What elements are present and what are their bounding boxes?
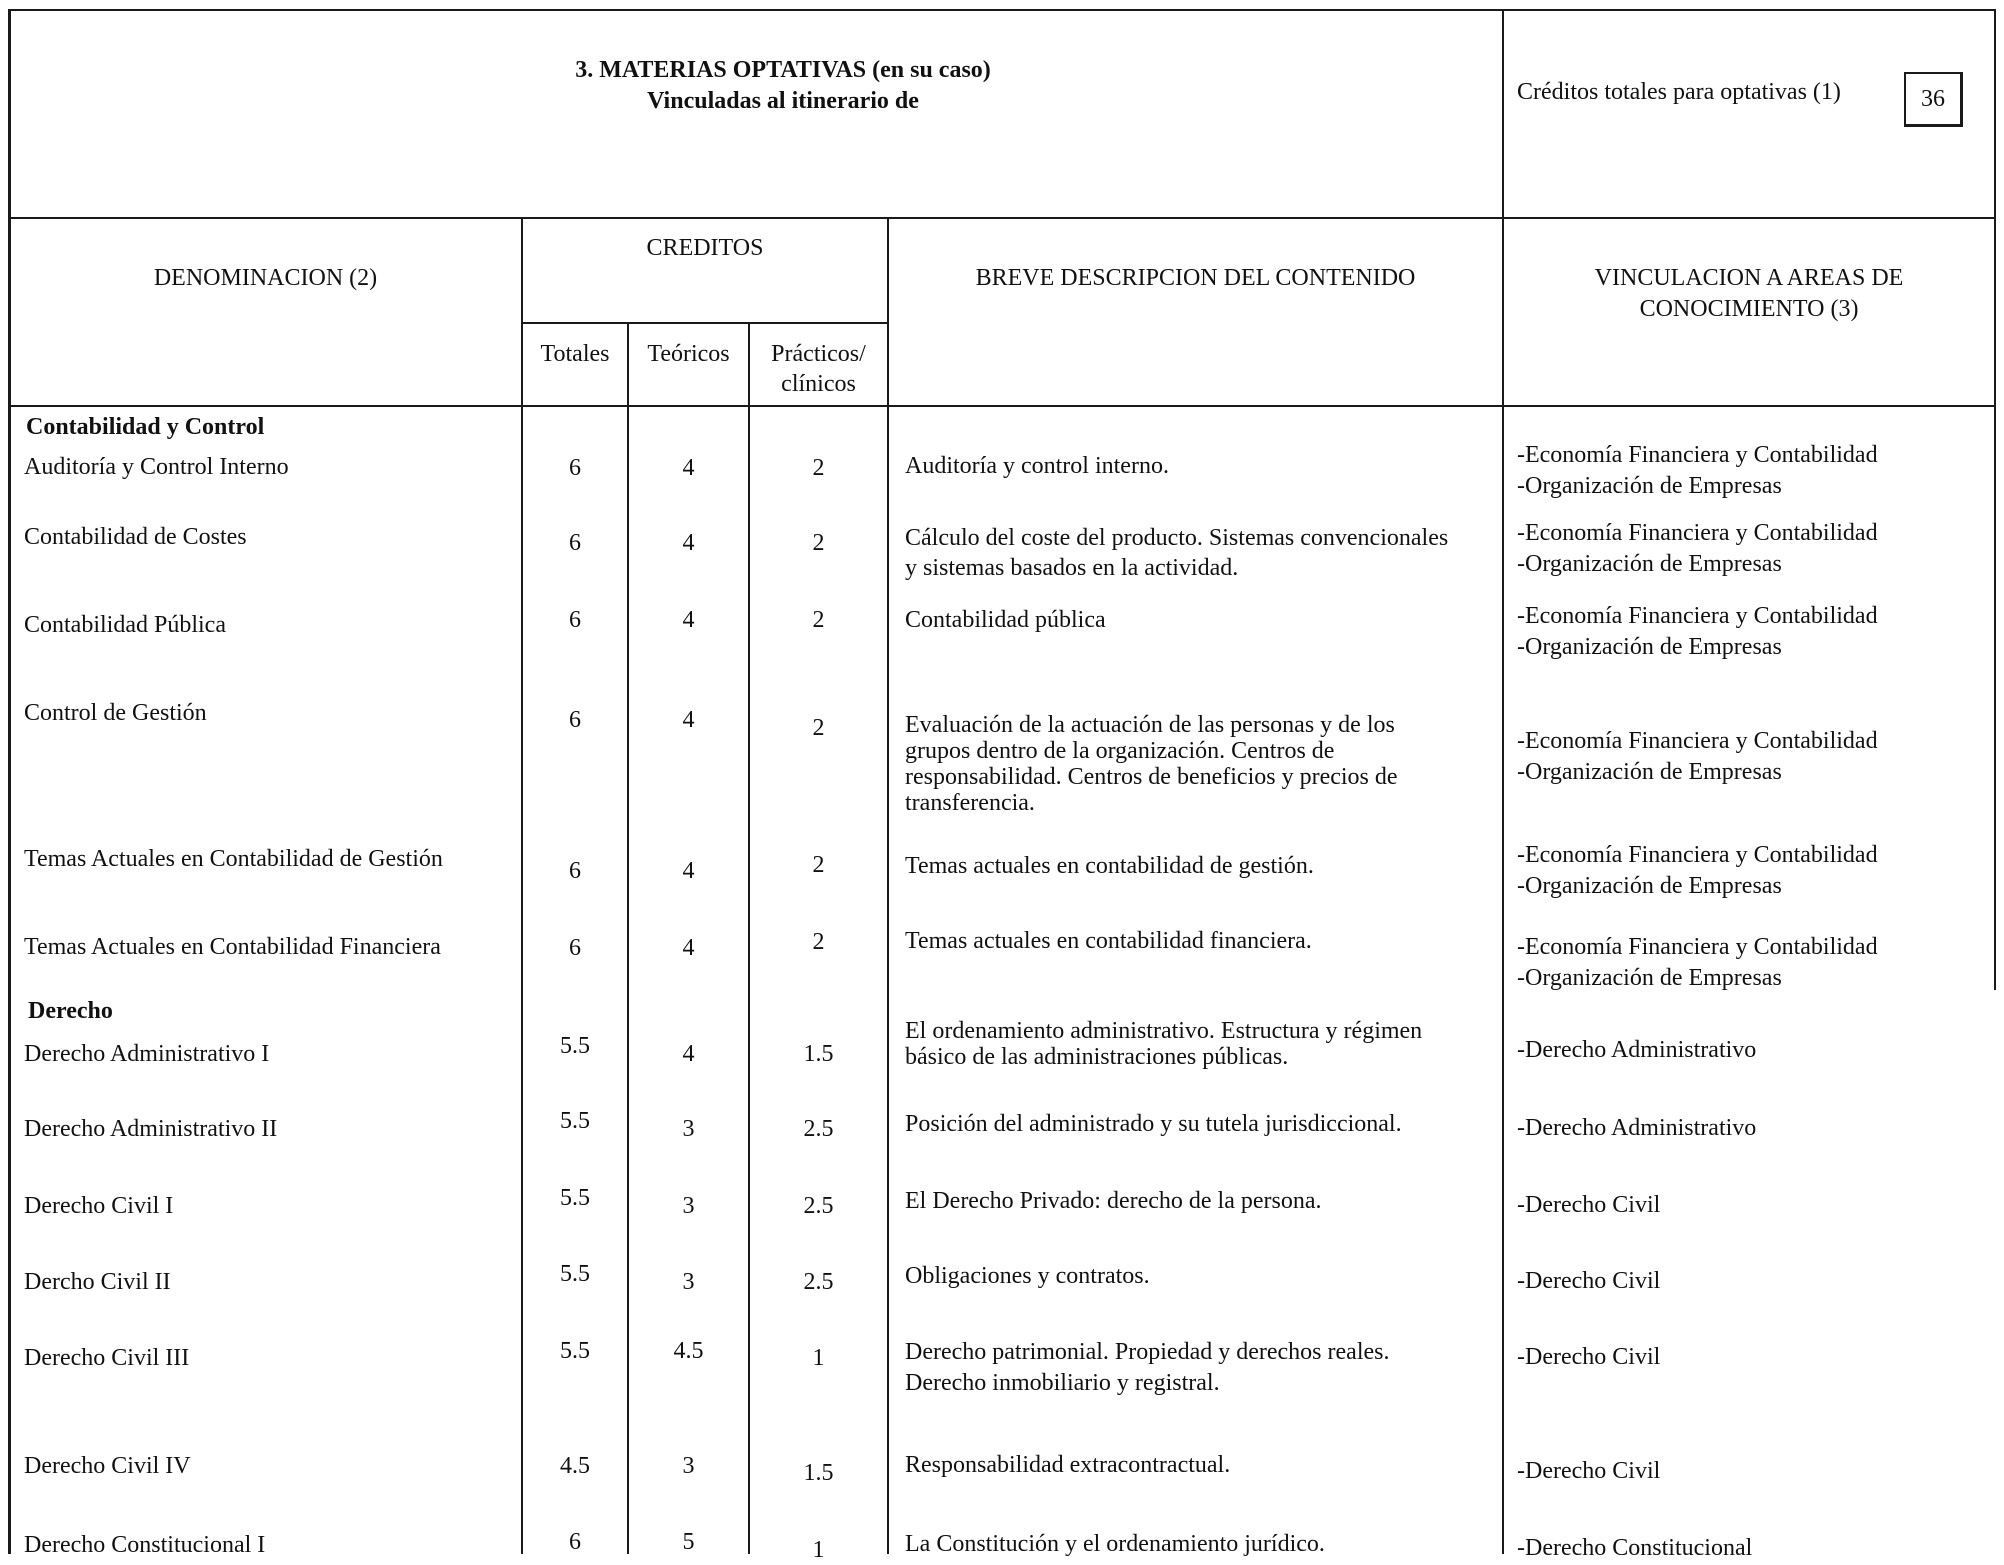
cell-teoricos: 3 (682, 1269, 695, 1295)
section-subtitle: Vinculadas al itinerario de (647, 88, 919, 114)
table-border-left (8, 10, 11, 1554)
description-line: Obligaciones y contratos. (905, 1263, 1150, 1289)
area-line: -Derecho Administrativo (1517, 1037, 1757, 1063)
cell-teoricos: 4 (682, 607, 695, 633)
description-line: Evaluación de la actuación de las personas y de los (905, 712, 1395, 738)
area-line: -Derecho Civil (1517, 1192, 1661, 1218)
cell-teoricos: 4 (682, 1041, 695, 1067)
cell-totales: 5.5 (560, 1033, 590, 1059)
cell-practicos: 2 (812, 715, 825, 741)
divider-descripcion (1502, 218, 1504, 1554)
header-creditos: CREDITOS (646, 235, 764, 261)
header-bottom-rule (8, 217, 1996, 219)
row-name: Auditoría y Control Interno (24, 454, 289, 480)
row-name: Dercho Civil II (24, 1269, 171, 1295)
row-name: Derecho Civil IV (24, 1453, 191, 1479)
cell-totales: 6 (569, 607, 581, 633)
area-line: -Organización de Empresas (1517, 551, 1782, 577)
area-line: -Derecho Constitucional (1517, 1535, 1753, 1561)
cell-teoricos: 4 (682, 935, 695, 961)
cell-totales: 6 (569, 707, 581, 733)
area-line: -Organización de Empresas (1517, 759, 1782, 785)
row-name: Derecho Administrativo II (24, 1116, 278, 1142)
header-practicos-line1: Prácticos/ (771, 341, 866, 367)
description-line: básico de las administraciones públicas. (905, 1044, 1289, 1070)
cell-practicos: 2.5 (803, 1269, 834, 1295)
header-denominacion: DENOMINACION (2) (153, 265, 378, 291)
cell-teoricos: 3 (682, 1193, 695, 1219)
header-descripcion: BREVE DESCRIPCION DEL CONTENIDO (975, 265, 1416, 291)
description-line: Responsabilidad extracontractual. (905, 1452, 1231, 1478)
cell-teoricos: 3 (682, 1116, 695, 1142)
description-line: Temas actuales en contabilidad financiera. (905, 928, 1312, 954)
area-line: -Economía Financiera y Contabilidad (1517, 934, 1878, 960)
description-line: Posición del administrado y su tutela jurisdiccional. (905, 1111, 1402, 1137)
description-line: responsabilidad. Centros de beneficios y precios de (905, 764, 1398, 790)
area-line: -Economía Financiera y Contabilidad (1517, 603, 1878, 629)
description-line: Derecho inmobiliario y registral. (905, 1370, 1220, 1396)
cell-teoricos: 4 (682, 858, 695, 884)
description-line: Derecho patrimonial. Propiedad y derechos reales. (905, 1339, 1390, 1365)
row-name: Derecho Administrativo I (24, 1041, 270, 1067)
row-name: Control de Gestión (24, 700, 207, 726)
table-border-top (8, 9, 1996, 11)
cell-practicos: 2 (812, 929, 825, 955)
description-line: Auditoría y control interno. (905, 453, 1169, 479)
cell-practicos: 2.5 (803, 1193, 834, 1219)
header-teoricos: Teóricos (647, 341, 730, 367)
cell-practicos: 1 (812, 1345, 825, 1371)
description-line: Cálculo del coste del producto. Sistemas convencionales (905, 525, 1449, 551)
cell-practicos: 2 (812, 607, 825, 633)
area-line: -Organización de Empresas (1517, 634, 1782, 660)
group-heading: Contabilidad y Control (26, 414, 265, 440)
credits-total-value: 36 (1904, 72, 1963, 127)
row-name: Temas Actuales en Contabilidad Financiera (24, 934, 441, 960)
row-name: Temas Actuales en Contabilidad de Gestión (24, 846, 443, 872)
area-line: -Derecho Civil (1517, 1268, 1661, 1294)
divider-header-right (1502, 10, 1504, 218)
area-line: -Organización de Empresas (1517, 473, 1782, 499)
header-totales: Totales (540, 341, 610, 367)
header-practicos-line2: clínicos (781, 371, 856, 397)
area-line: -Derecho Administrativo (1517, 1115, 1757, 1141)
header-vinculacion-line1: VINCULACION A AREAS DE (1594, 265, 1904, 291)
description-line: transferencia. (905, 790, 1035, 816)
cell-practicos: 1.5 (803, 1041, 834, 1067)
cell-practicos: 2 (812, 530, 825, 556)
cell-teoricos: 5 (682, 1529, 695, 1555)
cell-teoricos: 4 (682, 707, 695, 733)
cell-totales: 6 (569, 935, 581, 961)
cell-totales: 6 (569, 858, 581, 884)
cell-teoricos: 4 (682, 455, 695, 481)
cell-totales: 5.5 (560, 1108, 590, 1134)
cell-totales: 5.5 (560, 1185, 590, 1211)
cell-totales: 5.5 (560, 1338, 590, 1364)
cell-practicos: 2.5 (803, 1116, 834, 1142)
table-border-right (1994, 10, 1996, 990)
cell-totales: 4.5 (560, 1453, 590, 1479)
row-name: Contabilidad Pública (24, 612, 226, 638)
area-line: -Economía Financiera y Contabilidad (1517, 442, 1878, 468)
section-title: 3. MATERIAS OPTATIVAS (en su caso) (575, 57, 991, 83)
area-line: -Derecho Civil (1517, 1458, 1661, 1484)
cell-practicos: 1 (812, 1537, 825, 1563)
description-line: El ordenamiento administrativo. Estructura y régimen (905, 1018, 1423, 1044)
credits-total-label: Créditos totales para optativas (1) (1517, 79, 1841, 105)
cell-totales: 6 (569, 455, 581, 481)
cell-teoricos: 3 (682, 1453, 695, 1479)
cell-practicos: 2 (812, 455, 825, 481)
row-name: Derecho Civil I (24, 1193, 174, 1219)
row-name: Derecho Civil III (24, 1345, 190, 1371)
cell-totales: 5.5 (560, 1261, 590, 1287)
description-line: y sistemas basados en la actividad. (905, 555, 1239, 581)
row-name: Derecho Constitucional I (24, 1532, 266, 1558)
description-line: La Constitución y el ordenamiento jurídico. (905, 1531, 1325, 1557)
description-line: Temas actuales en contabilidad de gestión. (905, 853, 1314, 879)
divider-creditos (887, 218, 889, 1554)
area-line: -Economía Financiera y Contabilidad (1517, 842, 1878, 868)
group-heading: Derecho (28, 998, 113, 1024)
cell-totales: 6 (569, 530, 581, 556)
description-line: El Derecho Privado: derecho de la persona. (905, 1188, 1322, 1214)
area-line: -Economía Financiera y Contabilidad (1517, 728, 1878, 754)
description-line: grupos dentro de la organización. Centros de (905, 738, 1335, 764)
row-name: Contabilidad de Costes (24, 524, 247, 550)
area-line: -Economía Financiera y Contabilidad (1517, 520, 1878, 546)
cell-practicos: 1.5 (803, 1460, 834, 1486)
creditos-sub-rule (522, 322, 887, 324)
cell-teoricos: 4.5 (673, 1338, 704, 1364)
area-line: -Derecho Civil (1517, 1344, 1661, 1370)
description-line: Contabilidad pública (905, 607, 1106, 633)
area-line: -Organización de Empresas (1517, 873, 1782, 899)
cell-practicos: 2 (812, 852, 825, 878)
cell-teoricos: 4 (682, 530, 695, 556)
header-vinculacion-line2: CONOCIMIENTO (3) (1639, 296, 1859, 322)
cell-totales: 6 (569, 1529, 581, 1555)
area-line: -Organización de Empresas (1517, 965, 1782, 991)
column-header-bottom-rule (8, 405, 1996, 407)
